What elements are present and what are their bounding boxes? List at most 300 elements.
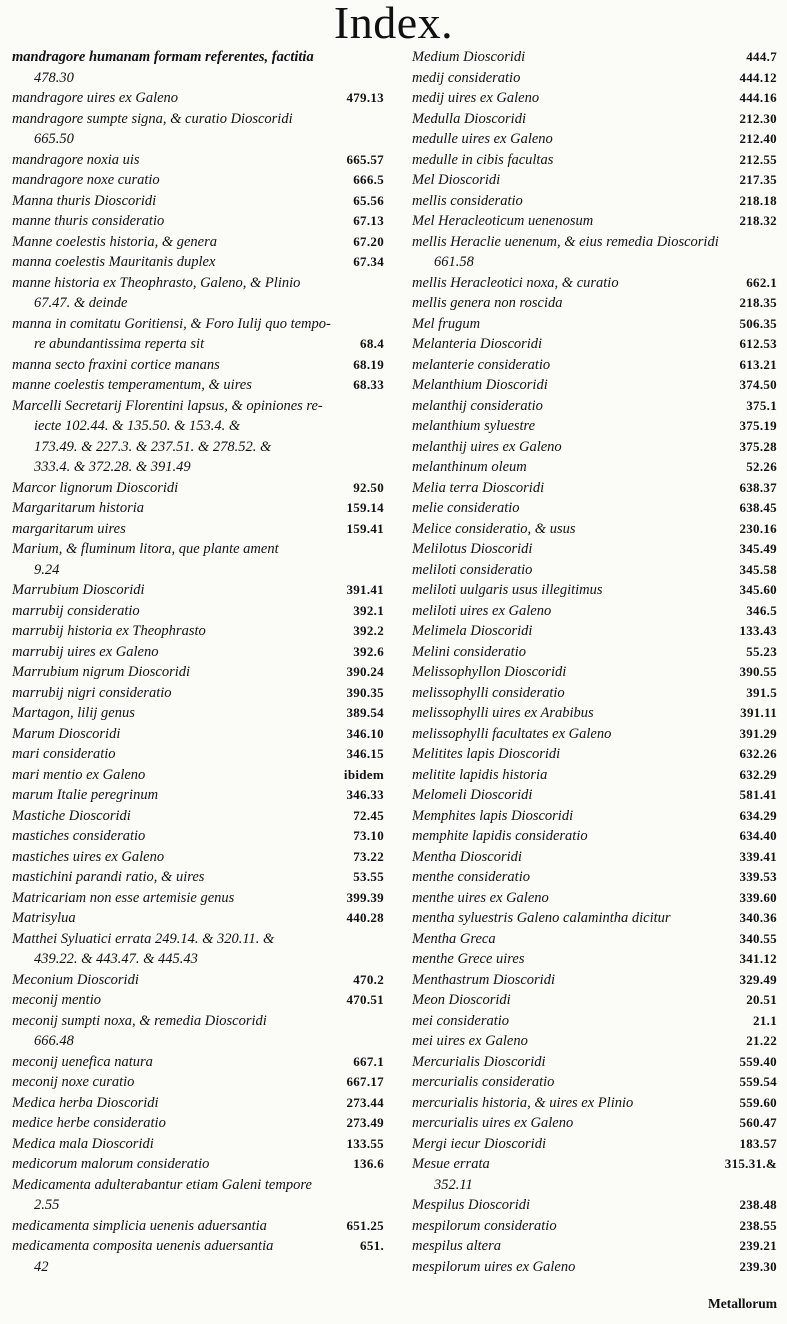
entry-reference: 638.45 [739, 500, 777, 515]
entry-text: Melini consideratio [412, 643, 526, 660]
index-entry [412, 1093, 777, 1114]
entry-text: mastiches uires ex Galeno [12, 848, 165, 865]
entry-text: 439.22. & 443.47. & 445.43 [34, 951, 198, 967]
entry-text: menthe consideratio [412, 869, 530, 885]
entry-text: Melitites lapis Dioscoridi [412, 746, 561, 762]
entry-reference: 238.55 [739, 1217, 777, 1233]
index-entry [412, 232, 777, 253]
entry-text: meconij sumpti noxa, & remedia Dioscoridi [12, 1012, 267, 1029]
index-entry [412, 867, 777, 888]
entry-text: medij uires ex Galeno [412, 90, 540, 106]
index-entry [12, 1052, 384, 1073]
entry-text: Melissophyllon Dioscoridi [412, 664, 567, 680]
entry-text: medicorum malorum consideratio [12, 1156, 210, 1172]
entry-text: manna coelestis Mauritanis duplex [12, 254, 216, 270]
entry-reference: 341.12 [739, 951, 777, 966]
entry-reference: 68.33 [353, 377, 384, 392]
entry-reference: 392.6 [353, 643, 384, 659]
entry-reference: 20.51 [746, 992, 777, 1007]
index-entry [12, 150, 384, 171]
entry-text: meliloti consideratio [412, 561, 533, 578]
index-entry [412, 703, 777, 724]
entry-text: Meconium Dioscoridi [12, 971, 139, 988]
entry-reference: 399.39 [346, 889, 384, 905]
index-entry [412, 580, 777, 601]
index-entry [412, 888, 777, 909]
entry-text: manna in comitatu Goritiensi, & Foro Iulij quo tempo- [12, 315, 331, 332]
index-entry [12, 560, 384, 581]
index-entry [412, 314, 777, 335]
index-entry [12, 1031, 384, 1052]
entry-text: Melice consideratio, & usus [412, 520, 576, 537]
index-entry [12, 355, 384, 376]
entry-text: marrubij historia ex Theophrasto [12, 623, 206, 639]
entry-text: Mesue errata [412, 1156, 490, 1172]
entry-reference: 391.5 [746, 684, 777, 700]
entry-text: 665.50 [34, 131, 74, 147]
entry-reference: 375.28 [739, 438, 777, 454]
entry-reference: 559.60 [739, 1094, 777, 1110]
index-entry [412, 47, 777, 68]
entry-text: Melia terra Dioscoridi [412, 479, 545, 496]
entry-reference: 92.50 [353, 479, 384, 495]
entry-text: melanthij uires ex Galeno [412, 438, 562, 455]
index-entry [12, 478, 384, 499]
entry-text: mei uires ex Galeno [412, 1033, 528, 1049]
entry-text: Medulla Dioscoridi [412, 110, 526, 127]
entry-text: Mentha Greca [412, 930, 496, 947]
index-entry [412, 1175, 777, 1196]
entry-reference: 136.6 [353, 1156, 384, 1171]
entry-text: mespilus altera [412, 1238, 502, 1254]
entry-reference: 389.54 [346, 705, 384, 720]
index-entry [412, 560, 777, 581]
entry-text: melie consideratio [412, 500, 520, 516]
index-entry [412, 191, 777, 212]
entry-text: Manna thuris Dioscoridi [12, 192, 157, 209]
index-entry [12, 1236, 384, 1257]
index-entry [12, 888, 384, 909]
entry-reference: 346.5 [746, 602, 777, 618]
entry-text: melanterie consideratio [412, 356, 551, 373]
entry-reference: 651. [360, 1238, 384, 1253]
entry-text: mellis genera non roscida [412, 295, 563, 311]
entry-text: melitite lapidis historia [412, 766, 548, 783]
entry-text: mentha syluestris Galeno calamintha dicitur [412, 910, 671, 926]
entry-reference: 159.14 [346, 500, 384, 515]
entry-text: Mel frugum [412, 315, 481, 332]
entry-reference: 339.53 [739, 869, 777, 884]
entry-text: Marrubium Dioscoridi [12, 582, 145, 598]
entry-text: melanthium syluestre [412, 418, 536, 434]
index-entry [12, 601, 384, 622]
entry-text: medij consideratio [412, 69, 521, 86]
entry-reference: 391.29 [739, 725, 777, 741]
index-entry [12, 519, 384, 540]
entry-reference: 634.40 [739, 828, 777, 843]
entry-text: mespilorum uires ex Galeno [412, 1258, 576, 1275]
entry-reference: 375.1 [746, 397, 777, 413]
entry-text: melissophylli consideratio [412, 684, 565, 701]
entry-reference: 392.1 [353, 602, 384, 618]
entry-reference: 506.35 [739, 315, 777, 331]
entry-text: marum Italie peregrinum [12, 787, 159, 803]
index-entry [12, 68, 384, 89]
index-entry [412, 396, 777, 417]
index-entry [12, 1113, 384, 1134]
index-entry [12, 642, 384, 663]
entry-reference: 218.32 [739, 213, 777, 228]
entry-reference: 212.55 [739, 151, 777, 167]
index-entry [412, 273, 777, 294]
entry-reference: 183.57 [739, 1135, 777, 1151]
entry-reference: 581.41 [739, 787, 777, 802]
entry-reference: 667.1 [353, 1053, 384, 1069]
entry-text: 9.24 [34, 561, 60, 578]
entry-reference: 53.55 [353, 869, 384, 884]
entry-reference: 68.19 [353, 356, 384, 372]
entry-text: 666.48 [34, 1033, 74, 1049]
entry-text: Mel Dioscoridi [412, 172, 501, 188]
entry-reference: 73.22 [353, 848, 384, 864]
index-entry [412, 498, 777, 519]
entry-reference: 273.49 [346, 1115, 384, 1130]
index-entry [412, 908, 777, 929]
entry-text: mellis Heracleotici noxa, & curatio [412, 274, 619, 291]
entry-reference: 391.11 [740, 705, 777, 720]
index-entry [12, 1093, 384, 1114]
entry-reference: 67.20 [353, 233, 384, 249]
entry-text: Mespilus Dioscoridi [412, 1197, 531, 1213]
entry-reference: 391.41 [346, 582, 384, 597]
index-entry [12, 375, 384, 396]
index-entry [412, 990, 777, 1011]
index-entry [12, 785, 384, 806]
entry-reference: 375.19 [739, 418, 777, 433]
entry-text: melissophylli facultates ex Galeno [412, 725, 612, 742]
entry-reference: 470.2 [353, 971, 384, 987]
index-entry [412, 826, 777, 847]
entry-reference: 444.7 [746, 49, 777, 64]
entry-reference: 345.49 [739, 541, 777, 556]
index-entry [12, 683, 384, 704]
entry-text: medicamenta simplicia uenenis aduersantia [12, 1217, 267, 1234]
entry-text: Marrubium nigrum Dioscoridi [12, 664, 191, 680]
entry-reference: 67.34 [353, 254, 384, 269]
entry-text: medulle in cibis facultas [412, 151, 554, 168]
entry-reference: 67.13 [353, 213, 384, 228]
entry-reference: 667.17 [346, 1074, 384, 1089]
entry-text: Martagon, lilij genus [12, 705, 135, 721]
index-entry [12, 109, 384, 130]
index-entry [412, 949, 777, 970]
entry-reference: 440.28 [346, 910, 384, 925]
entry-text: melissophylli uires ex Arabibus [412, 705, 594, 721]
index-entry [412, 1134, 777, 1155]
entry-text: 333.4. & 372.28. & 391.49 [34, 459, 191, 475]
entry-text: mellis Heraclie uenenum, & eius remedia Dioscoridi [412, 233, 719, 250]
entry-reference: 72.45 [353, 807, 384, 823]
index-entry [12, 334, 384, 355]
index-entry [412, 150, 777, 171]
entry-text: manne historia ex Theophrasto, Galeno, & Plinio [12, 274, 301, 291]
page-title: Index. [333, 0, 454, 48]
index-entry [412, 744, 777, 765]
index-entry [12, 1154, 384, 1175]
index-entry [12, 908, 384, 929]
entry-text: marrubij uires ex Galeno [12, 643, 159, 660]
index-entry [12, 232, 384, 253]
index-entry [12, 1257, 384, 1278]
entry-text: Matthei Syluatici errata 249.14. & 320.11. & [12, 930, 275, 947]
index-entry [12, 498, 384, 519]
entry-text: 67.47. & deinde [34, 295, 128, 311]
entry-text: medicamenta composita uenenis aduersantia [12, 1238, 274, 1254]
index-entry [412, 970, 777, 991]
entry-text: Medium Dioscoridi [412, 49, 526, 65]
entry-text: Mastiche Dioscoridi [12, 807, 131, 824]
entry-text: manne coelestis temperamentum, & uires [12, 377, 252, 393]
right-index-column [412, 47, 777, 1277]
index-entry [12, 129, 384, 150]
entry-reference: 133.55 [346, 1135, 384, 1151]
entry-reference: 559.54 [739, 1074, 777, 1089]
index-entry [12, 416, 384, 437]
entry-text: 352.11 [434, 1176, 473, 1193]
index-entry [412, 355, 777, 376]
entry-text: mellis consideratio [412, 192, 523, 209]
index-entry [12, 724, 384, 745]
entry-reference: 666.5 [353, 172, 384, 187]
index-entry [12, 806, 384, 827]
entry-reference: 68.4 [360, 336, 384, 351]
index-entry [12, 88, 384, 109]
entry-reference: 470.51 [346, 992, 384, 1007]
index-entry [12, 252, 384, 273]
entry-text: manne thuris consideratio [12, 213, 165, 229]
entry-text: mandragore noxia uis [12, 151, 140, 168]
entry-text: medulle uires ex Galeno [412, 131, 553, 147]
entry-reference: 390.24 [346, 664, 384, 679]
entry-text: mandragore noxe curatio [12, 172, 160, 188]
index-entry [412, 1154, 777, 1175]
index-entry [412, 375, 777, 396]
entry-reference: 159.41 [346, 520, 384, 536]
entry-reference: 339.60 [739, 889, 777, 905]
index-entry [12, 765, 384, 786]
index-entry [412, 1052, 777, 1073]
entry-text: memphite lapidis consideratio [412, 828, 588, 844]
index-entry [12, 396, 384, 417]
entry-text: mespilorum consideratio [412, 1217, 557, 1234]
entry-text: marrubij nigri consideratio [12, 684, 172, 701]
entry-text: Meon Dioscoridi [412, 992, 511, 1008]
entry-reference: 612.53 [739, 336, 777, 351]
index-entry [12, 867, 384, 888]
entry-text: 478.30 [34, 69, 74, 86]
index-entry [412, 416, 777, 437]
entry-text: 2.55 [34, 1197, 60, 1213]
index-entry [12, 1134, 384, 1155]
entry-text: Marium, & fluminum litora, que plante ament [12, 541, 279, 557]
index-entry [412, 1236, 777, 1257]
index-entry [412, 1072, 777, 1093]
index-entry [412, 601, 777, 622]
index-entry [12, 293, 384, 314]
entry-reference: 634.29 [739, 807, 777, 823]
index-entry [412, 929, 777, 950]
index-entry [412, 293, 777, 314]
entry-text: Melimela Dioscoridi [412, 623, 533, 639]
entry-text: mercurialis historia, & uires ex Plinio [412, 1094, 634, 1111]
entry-reference: 392.2 [353, 623, 384, 638]
index-entry [412, 88, 777, 109]
index-entry [412, 68, 777, 89]
index-entry [412, 765, 777, 786]
entry-text: 173.49. & 227.3. & 237.51. & 278.52. & [34, 438, 272, 455]
entry-reference: 52.26 [746, 459, 777, 474]
index-entry [412, 109, 777, 130]
entry-reference: 345.58 [739, 561, 777, 577]
index-entry [412, 519, 777, 540]
entry-text: marrubij consideratio [12, 602, 140, 619]
index-entry [12, 191, 384, 212]
entry-reference: 55.23 [746, 643, 777, 659]
index-entry [412, 252, 777, 273]
index-entry [12, 929, 384, 950]
entry-text: Medicamenta adulterabantur etiam Galeni tempore [12, 1176, 312, 1193]
entry-reference: 340.55 [739, 930, 777, 946]
index-entry [12, 580, 384, 601]
index-entry [12, 970, 384, 991]
entry-text: 661.58 [434, 254, 474, 270]
entry-reference: ibidem [343, 766, 384, 782]
index-entry [412, 847, 777, 868]
index-entry [12, 1072, 384, 1093]
entry-text: Medica herba Dioscoridi [12, 1094, 159, 1111]
entry-reference: 346.15 [346, 746, 384, 761]
entry-reference: 340.36 [739, 910, 777, 925]
entry-text: meconij mentio [12, 992, 101, 1008]
entry-text: mandragore sumpte signa, & curatio Dioscoridi [12, 110, 293, 127]
index-entry [412, 683, 777, 704]
entry-reference: 238.48 [739, 1197, 777, 1212]
entry-text: mercurialis uires ex Galeno [412, 1115, 574, 1131]
entry-text: Melilotus Dioscoridi [412, 541, 533, 557]
entry-reference: 65.56 [353, 192, 384, 208]
entry-reference: 345.60 [739, 582, 777, 597]
entry-text: Manne coelestis historia, & genera [12, 233, 217, 250]
entry-reference: 239.21 [739, 1238, 777, 1253]
entry-text: meconij noxe curatio [12, 1074, 135, 1090]
entry-reference: 21.1 [753, 1012, 777, 1028]
index-entry [12, 990, 384, 1011]
index-entry [12, 949, 384, 970]
entry-reference: 632.26 [739, 746, 777, 761]
entry-reference: 239.30 [739, 1258, 777, 1274]
entry-reference: 218.35 [739, 295, 777, 310]
entry-reference: 346.10 [346, 725, 384, 741]
index-entry [412, 662, 777, 683]
index-entry [12, 621, 384, 642]
entry-reference: 662.1 [746, 274, 777, 290]
entry-reference: 346.33 [346, 787, 384, 802]
entry-text: Memphites lapis Dioscoridi [412, 807, 574, 824]
entry-text: meliloti uulgaris usus illegitimus [412, 582, 603, 598]
entry-reference: 638.37 [739, 479, 777, 495]
entry-text: Menthastrum Dioscoridi [412, 971, 555, 988]
index-entry [412, 1011, 777, 1032]
entry-reference: 315.31.& [724, 1156, 777, 1171]
entry-text: manna secto fraxini cortice manans [12, 356, 220, 373]
left-index-column [12, 47, 384, 1277]
index-entry [412, 1113, 777, 1134]
index-entry [412, 1195, 777, 1216]
index-entry [12, 457, 384, 478]
entry-reference: 560.47 [739, 1115, 777, 1130]
entry-reference: 559.40 [739, 1053, 777, 1069]
entry-text: 42 [34, 1258, 49, 1275]
entry-reference: 613.21 [739, 356, 777, 372]
entry-text: Medica mala Dioscoridi [12, 1135, 154, 1152]
entry-text: mastiches consideratio [12, 828, 146, 844]
index-entry [412, 129, 777, 150]
entry-text: mari mentio ex Galeno [12, 766, 146, 783]
index-entry [12, 1011, 384, 1032]
entry-text: margaritarum uires [12, 520, 126, 537]
entry-reference: 212.40 [739, 131, 777, 146]
index-entry [12, 47, 384, 68]
index-entry [12, 826, 384, 847]
entry-reference: 665.57 [346, 151, 384, 167]
entry-text: iecte 102.44. & 135.50. & 153.4. & [34, 418, 241, 434]
entry-text: Marcor lignorum Dioscoridi [12, 479, 179, 496]
entry-reference: 217.35 [739, 172, 777, 187]
index-entry [12, 744, 384, 765]
index-entry [12, 1195, 384, 1216]
entry-reference: 230.16 [739, 520, 777, 536]
entry-reference: 218.18 [739, 192, 777, 208]
index-entry [412, 437, 777, 458]
entry-reference: 339.41 [739, 848, 777, 864]
entry-text: Mentha Dioscoridi [412, 848, 522, 865]
entry-text: Melomeli Dioscoridi [412, 787, 533, 803]
index-entry [12, 273, 384, 294]
entry-text: Marcelli Secretarij Florentini lapsus, & opiniones re- [12, 397, 323, 414]
index-entry [12, 847, 384, 868]
index-entry [412, 539, 777, 560]
index-entry [12, 211, 384, 232]
entry-text: mastichini parandi ratio, & uires [12, 869, 205, 885]
entry-text: Melanthium Dioscoridi [412, 377, 548, 393]
index-entry [412, 211, 777, 232]
index-entry [412, 806, 777, 827]
entry-text: re abundantissima reperta sit [34, 336, 205, 352]
index-entry [412, 1216, 777, 1237]
entry-text: meliloti uires ex Galeno [412, 602, 552, 619]
entry-text: menthe uires ex Galeno [412, 889, 549, 906]
index-entry [412, 170, 777, 191]
entry-text: melanthij consideratio [412, 397, 543, 414]
index-entry [12, 1216, 384, 1237]
index-entry [12, 1175, 384, 1196]
entry-text: Melanteria Dioscoridi [412, 336, 543, 352]
index-entry [412, 785, 777, 806]
entry-text: Mercurialis Dioscoridi [412, 1053, 546, 1070]
entry-text: mandragore humanam formam referentes, factitia [12, 49, 314, 65]
index-entry [412, 621, 777, 642]
entry-reference: 632.29 [739, 766, 777, 782]
